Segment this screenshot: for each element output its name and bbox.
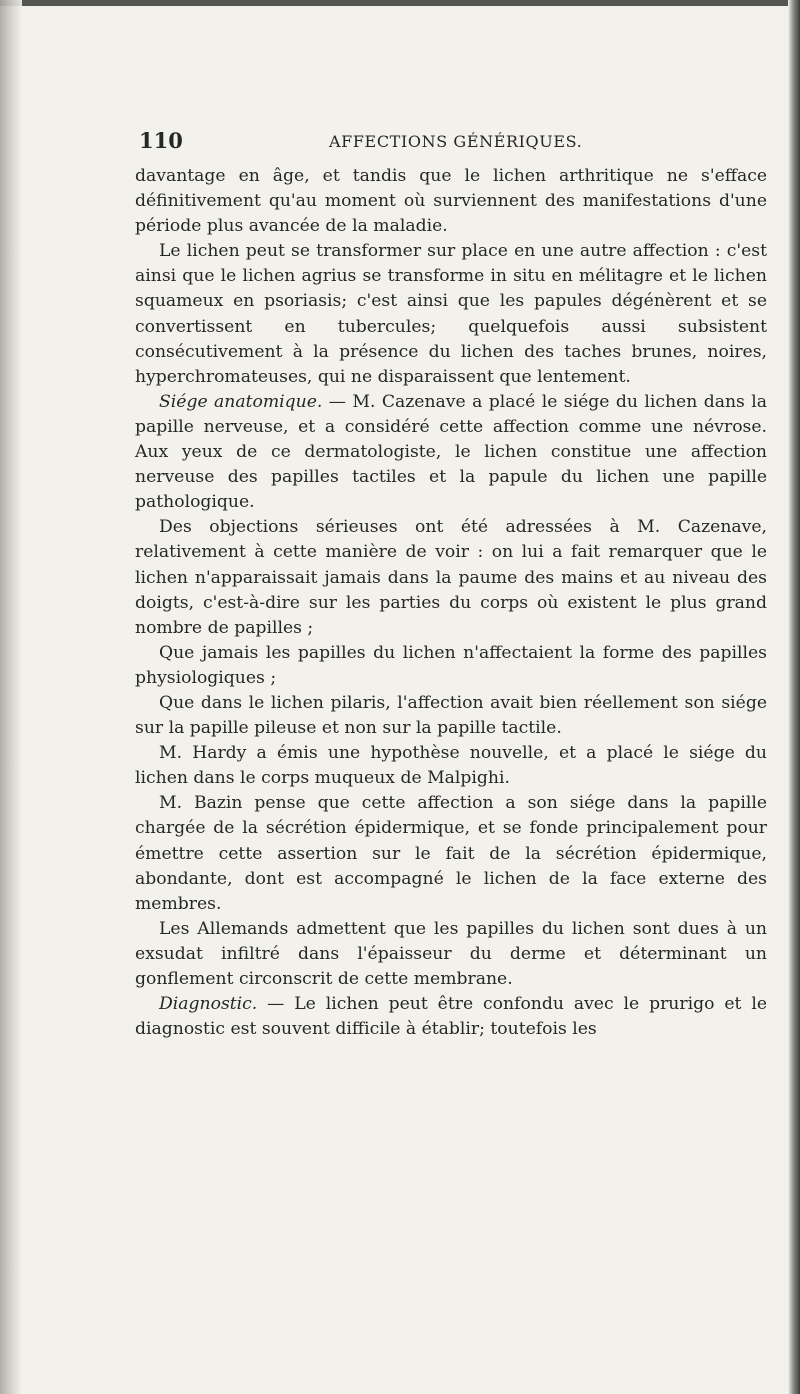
paragraph-transformation: Le lichen peut se transformer sur place en une autre affection : c'est ainsi que le lichen agrius se transforme in situ en mélitagre et le lichen squameux en psoriasis; c'est ainsi que les papules dégénèrent et se convertissent en tubercules; quelquefois aussi subsistent consécutivement à la présence du lichen des taches brunes, noires, hyperchromateuses, qui ne disparaissent que lentement.	[135, 241, 767, 387]
paragraph-bazin: M. Bazin pense que cette affection a son siége dans la papille chargée de la sécrétion épidermique, et se fonde principalement pour émettre cette assertion sur le fait de la sécrétion épidermique, abondante, dont est accompagné le lichen de la face externe des membres.	[135, 793, 767, 914]
paragraph-hardy: M. Hardy a émis une hypothèse nouvelle, et a placé le siége du lichen dans le corps muqueux de Malpighi.	[135, 743, 767, 789]
section-heading-diagnostic: Diagnostic.	[159, 994, 258, 1015]
section-heading-siege: Siége anatomique.	[159, 391, 323, 412]
paragraph-papilles-forme: Que jamais les papilles du lichen n'affectaient la forme des papilles physiologiques ;	[135, 642, 767, 688]
paragraph-allemands: Les Allemands admettent que les papilles du lichen sont dues à un exsudat infiltré dans l'épaisseur du derme et déterminant un gonflement circonscrit de cette membrane.	[135, 918, 767, 989]
paragraph-diagnostic	[135, 992, 767, 1042]
running-head: AFFECTIONS GÉNÉRIQUES.	[329, 132, 583, 151]
scan-left-edge	[0, 0, 22, 1394]
scan-right-edge	[788, 0, 800, 1394]
paragraph-objections: Des objections sérieuses ont été adressées à M. Cazenave, relativement à cette manière de voir : on lui a fait remarquer que le lichen n'apparaissait jamais dans la paume des mains et au niveau des doigts, c'est-à-dire sur les parties du corps où existent le plus grand nombre de papilles ;	[135, 517, 767, 638]
page-header	[135, 128, 767, 164]
paragraph-lichen-pilaris: Que dans le lichen pilaris, l'affection avait bien réellement son siége sur la papille pileuse et non sur la papille tactile.	[135, 692, 767, 739]
page-number: 110	[139, 128, 183, 153]
scan-top-edge	[0, 0, 800, 6]
paragraph-siege-anatomique	[135, 390, 767, 515]
paragraph-continuation: davantage en âge, et tandis que le lichen arthritique ne s'efface définitivement qu'au moment où surviennent des manifestations d'une période plus avancée de la maladie.	[135, 166, 767, 237]
body-text	[135, 164, 767, 1042]
book-page	[135, 128, 767, 1042]
paragraph-siege-text: — M. Cazenave a placé le siége du lichen dans la papille nerveuse, et a considéré cette affection comme une névrose. Aux yeux de ce dermatologiste, le lichen constitue une affection nerveuse des papilles tactiles et la papule du lichen une papille pathologique.	[135, 391, 767, 513]
paragraph-diagnostic-text: — Le lichen peut être confondu avec le prurigo et le diagnostic est souvent difficile à établir; toutefois les	[135, 994, 767, 1040]
